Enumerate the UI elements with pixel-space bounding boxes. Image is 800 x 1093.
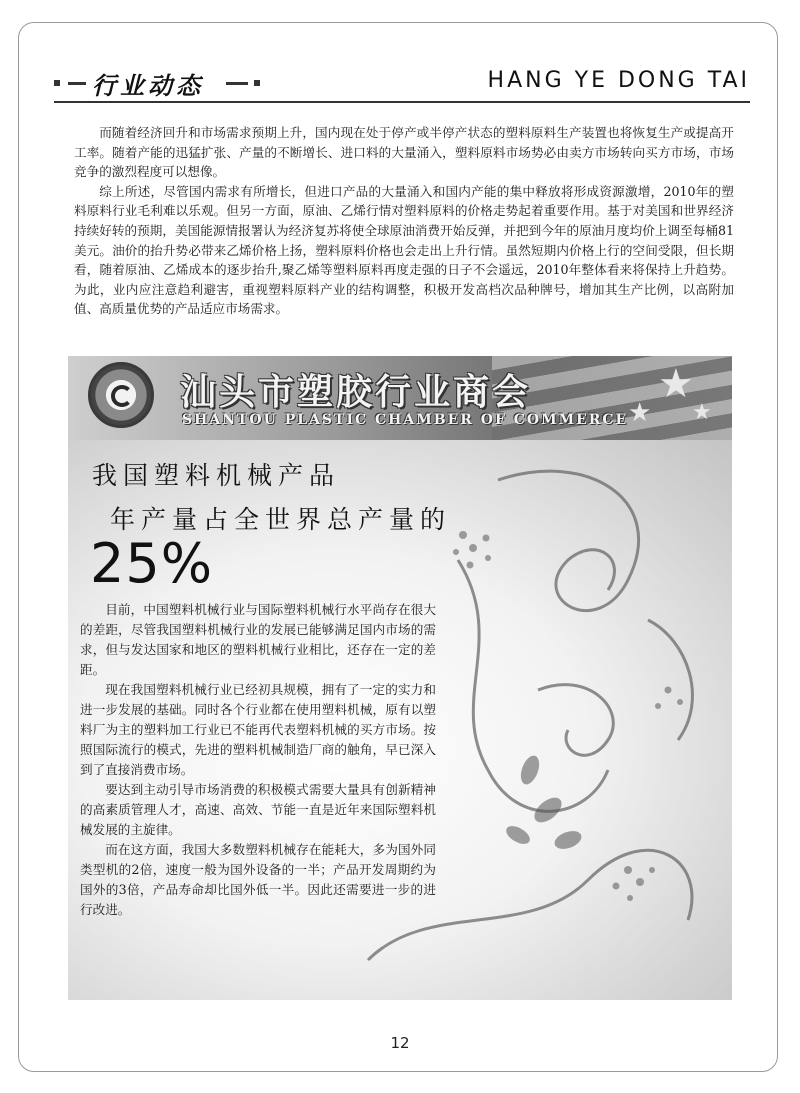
header-bar-left xyxy=(68,82,86,85)
feature-body xyxy=(80,600,436,920)
header-square-icon xyxy=(54,80,60,86)
feature-headline-value: 25% xyxy=(90,532,214,595)
paragraph: 综上所述，尽管国内需求有所增长，但进口产品的大量涌入和国内产能的集中释放将形成资源激增，2010年的塑料原料行业毛利难以乐观。但另一方面，原油、乙烯行情对塑料原料的价格走势起着重要作用。基于对美国和世界经济持续好转的预期，美国能源情报署认为经济复苏将使全球原油消费开始反弹，并把到今年的原油月度均价上调至每桶81美元。油价的抬升势必带来乙烯价格上扬，塑料原料价格也会走出上升行情。虽然短期内价格上行的空间受限，但长期看，随着原油、乙烯成本的逐步抬升,聚乙烯等塑料原料再度走强的日子不会遥远，2010年整体看来将保持上升趋势。为此，业内应注意趋利避害，重视塑料原料产业的结构调整，积极开发高档次品种牌号，增加其生产比例，以高附加值、高质量优势的产品适应市场需求。 xyxy=(74,183,734,317)
section-title-cn: 行业动态 xyxy=(92,72,204,100)
header-bar-right xyxy=(226,82,248,85)
chamber-banner xyxy=(68,356,732,440)
header-rule xyxy=(54,101,750,103)
page-number: 12 xyxy=(390,1034,410,1052)
feature-headline-line1: 我国塑料机械产品 xyxy=(92,461,341,490)
article-continuation xyxy=(74,123,734,319)
paragraph: 而在这方面，我国大多数塑料机械存在能耗大，多为国外同类型机的2倍，速度一般为国外设备的一半；产品开发周期约为国外的3倍，产品寿命却比国外低一半。因此还需要进一步的进行改进。 xyxy=(80,842,436,917)
paragraph: 目前，中国塑料机械行业与国际塑料机械行水平尚存在很大的差距，尽管我国塑料机械行业的发展已能够满足国内市场的需求，但与发达国家和地区的塑料机械行业相比，还存在一定的差距。 xyxy=(80,602,436,677)
feature-article xyxy=(68,440,732,1000)
section-title-en: HANG YE DONG TAI xyxy=(487,68,750,93)
chamber-name-en: SHANTOU PLASTIC CHAMBER OF COMMERCE xyxy=(182,412,629,428)
paragraph: 现在我国塑料机械行业已经初具规模，拥有了一定的实力和进一步发展的基础。同时各个行业都在使用塑料机械，原有以塑料厂为主的塑料加工行业已不能再代表塑料机械的买方市场。按照国际流行的模式，先进的塑料机械制造厂商的触角，早已深入到了直接消费市场。 xyxy=(80,682,436,777)
page-header xyxy=(54,64,750,104)
header-square-icon xyxy=(254,80,260,86)
chamber-logo xyxy=(88,362,154,428)
logo-emblem-icon xyxy=(111,385,133,407)
paragraph: 而随着经济回升和市场需求预期上升，国内现在处于停产或半停产状态的塑料原料生产装置也将恢复生产或提高开工率。随着产能的迅猛扩张、产量的不断增长、进口料的大量涌入，塑料原料市场势必由卖方市场转向买方市场，市场竞争的激烈程度可以想像。 xyxy=(74,125,734,180)
star-icon: ★ xyxy=(658,361,694,407)
paragraph: 要达到主动引导市场消费的积极模式需要大量具有创新精神的高素质管理人才，高速、高效、节能一直是近年来国际塑料机械发展的主旋律。 xyxy=(80,782,436,837)
chamber-name-cn: 汕头市塑胶行业商会 xyxy=(180,372,532,413)
star-icon: ★ xyxy=(692,400,712,425)
star-icon: ★ xyxy=(628,398,652,428)
feature-headline-line2: 年产量占全世界总产量的 xyxy=(110,505,452,534)
